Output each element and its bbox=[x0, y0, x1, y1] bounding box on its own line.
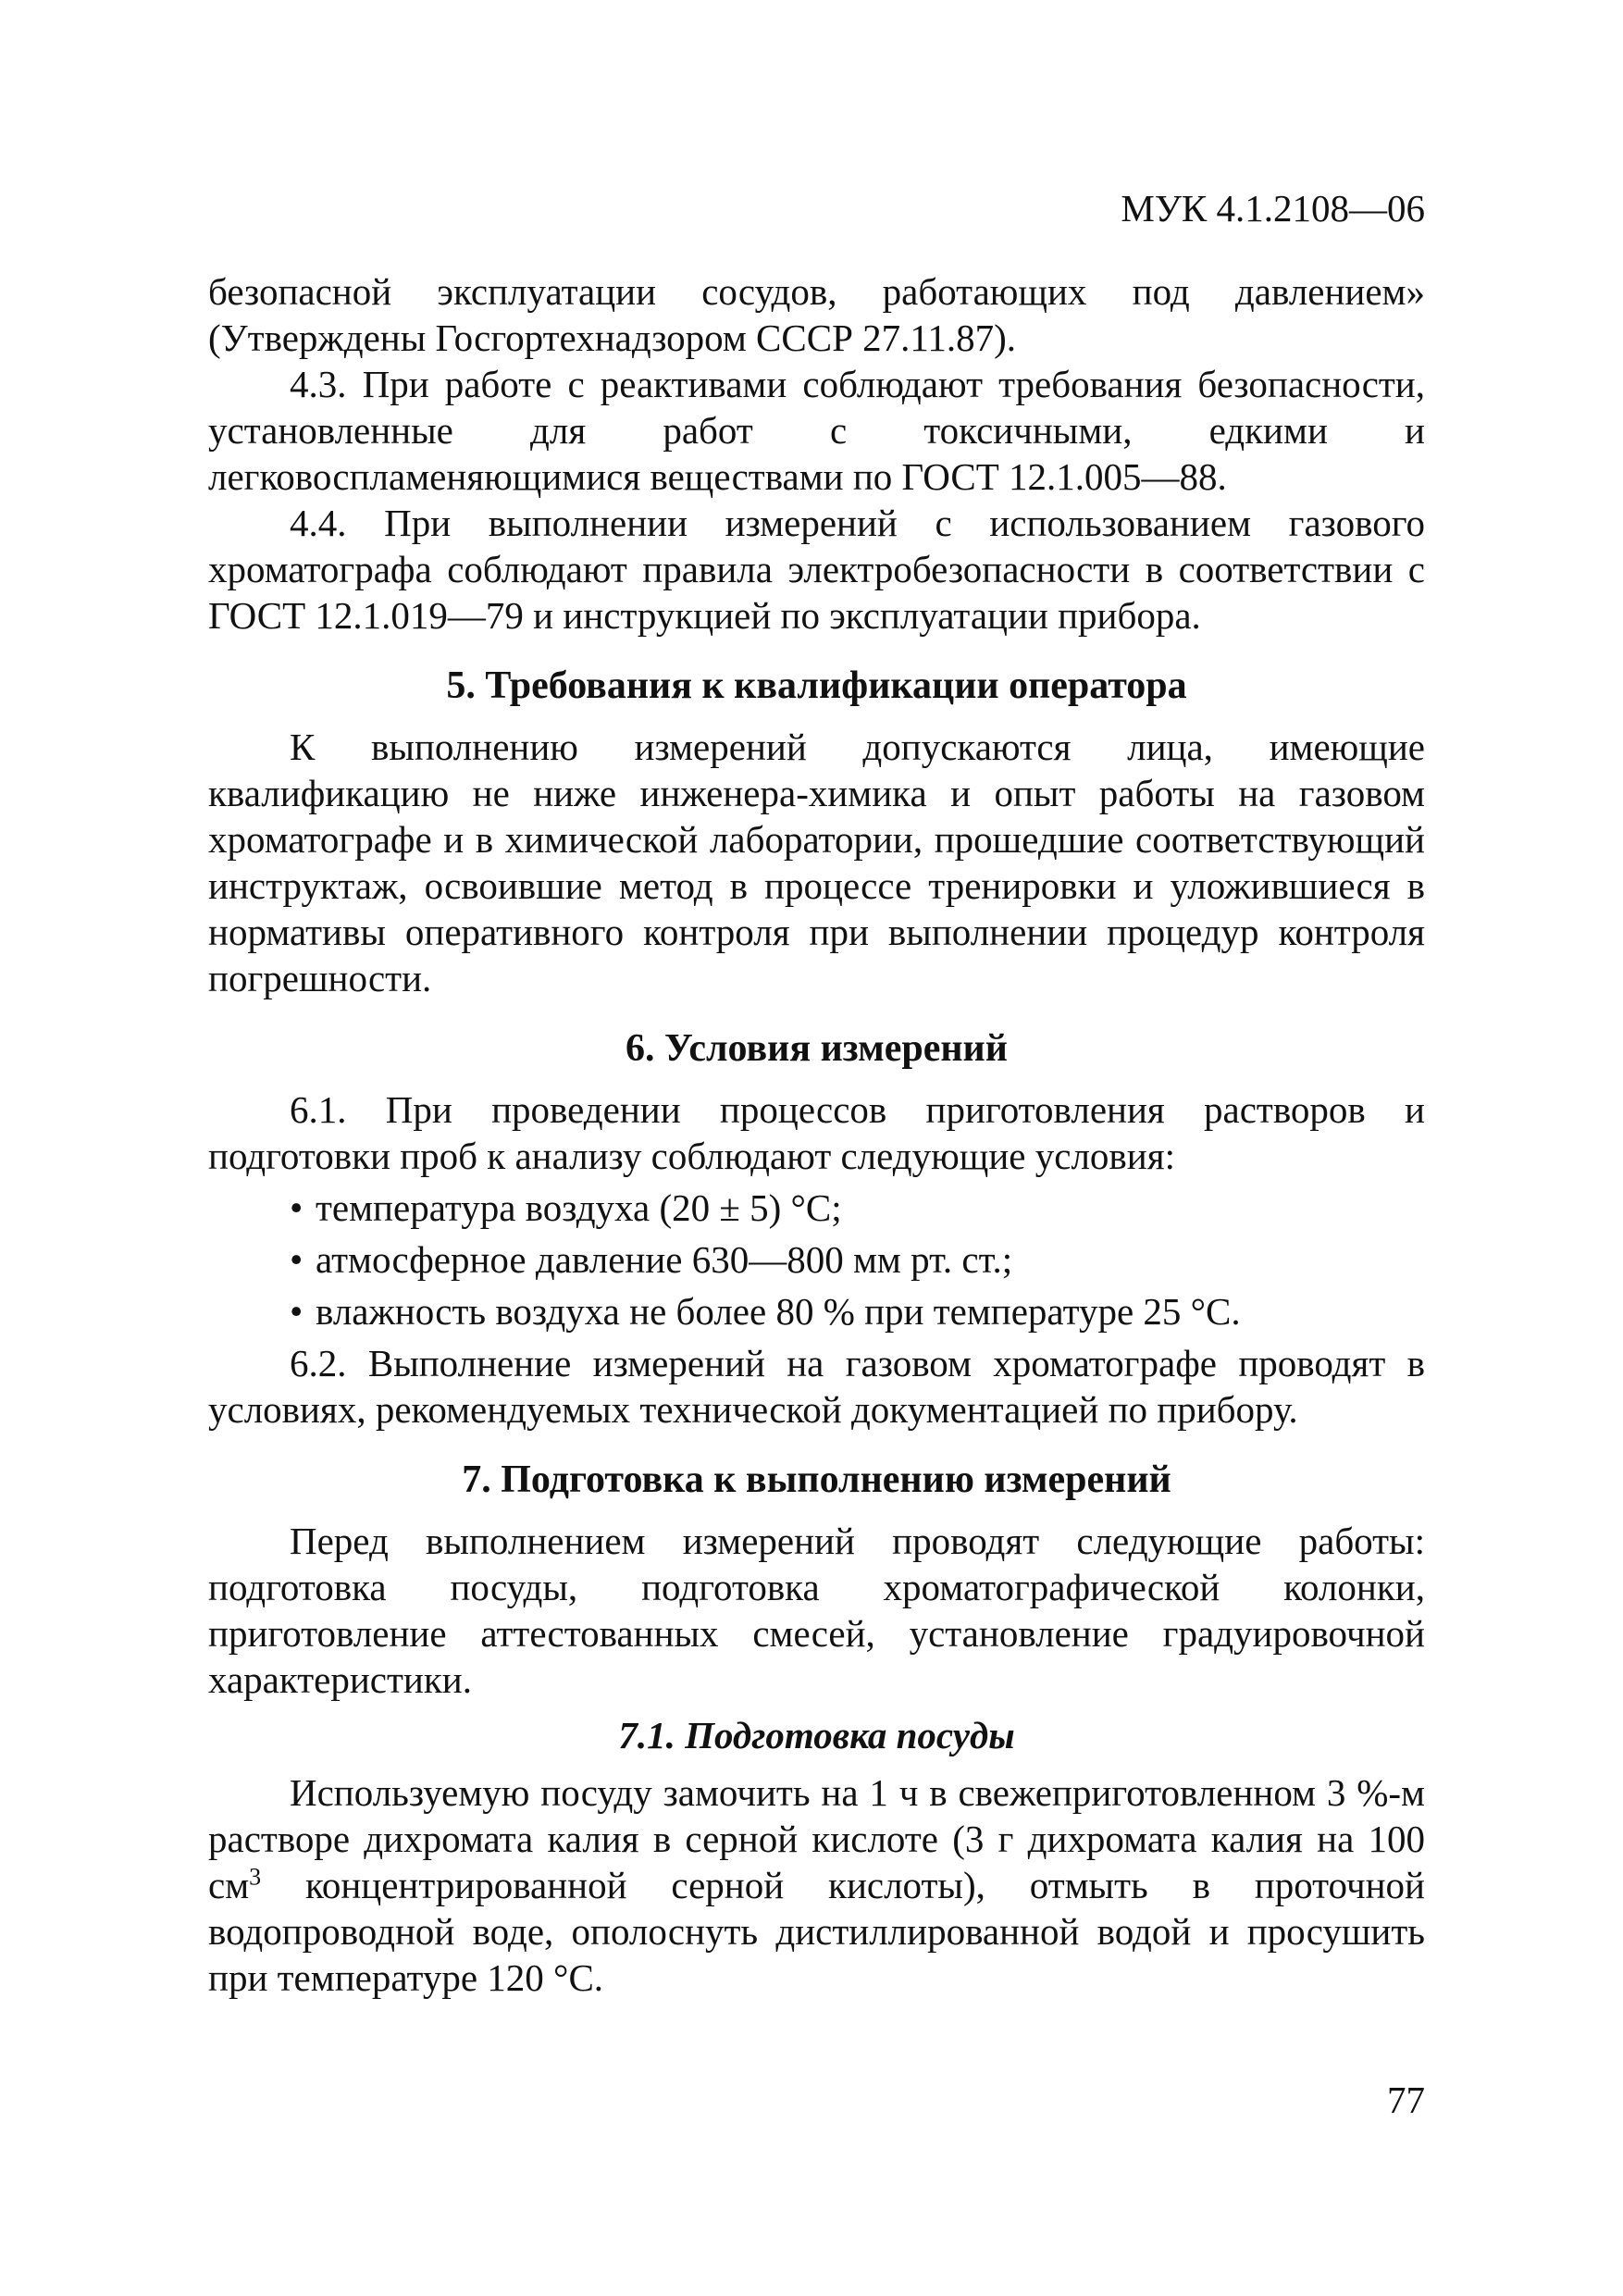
bullet-icon: • bbox=[290, 1238, 304, 1281]
superscript-cubic: 3 bbox=[249, 1863, 262, 1891]
list-item-text: атмосферное давление 630—800 мм рт. ст.; bbox=[316, 1238, 1013, 1281]
subsection-7-1-text-part1: Используемую посуду замочить на 1 ч в свежеприготовленном 3 %-м растворе дихромата калия в серной кислоте (3 г дихромата калия на 100 см bbox=[208, 1771, 1425, 1906]
list-item-text: температура воздуха (20 ± 5) °С; bbox=[316, 1186, 842, 1229]
section-6-title: 6. Условия измерений bbox=[626, 1027, 1008, 1070]
document-page bbox=[208, 185, 1425, 2001]
paragraph-6-1: 6.1. При проведении процессов приготовления растворов и подготовки проб к анализу соблюдают следующие условия: bbox=[208, 1088, 1425, 1177]
subsection-7-1-text-part2: концентрированной серной кислоты), отмыть в проточной водопроводной воде, ополоснуть дистиллированной водой и просушить при температуре 120 °С. bbox=[208, 1864, 1425, 1999]
list-item bbox=[290, 1185, 1425, 1231]
paragraph-6-2: 6.2. Выполнение измерений на газовом хроматографе проводят в условиях, рекомендуемых технической документацией по прибору. bbox=[208, 1342, 1425, 1431]
section-5-title: 5. Требования к квалификации оператора bbox=[446, 664, 1187, 707]
document-code-header: МУК 4.1.2108—06 bbox=[1121, 187, 1425, 230]
subsection-7-1-paragraph bbox=[208, 1769, 1425, 2001]
page-number: 77 bbox=[1387, 2079, 1425, 2121]
subsection-7-1-title: 7.1. Подготовка посуды bbox=[618, 1714, 1015, 1756]
section-7-paragraph: Перед выполнением измерений проводят следующие работы: подготовка посуды, подготовка хроматографической колонки, приготовление аттестованных смесей, установление градуировочной характеристики. bbox=[208, 1520, 1425, 1701]
section-5-paragraph: К выполнению измерений допускаются лица, имеющие квалификацию не ниже инженера-химика и опыт работы на газовом хроматографе и в химической лаборатории, прошедшие соответствующий инструктаж, освоившие метод в процессе тренировки и уложившиеся в нормативы оперативного контроля при выполнении процедур контроля погрешности. bbox=[208, 726, 1425, 999]
list-item-text: влажность воздуха не более 80 % при температуре 25 °С. bbox=[316, 1290, 1241, 1333]
list-item bbox=[290, 1288, 1425, 1334]
section-7-title: 7. Подготовка к выполнению измерений bbox=[462, 1458, 1171, 1501]
bullet-icon: • bbox=[290, 1186, 304, 1229]
paragraph-4-4: 4.4. При выполнении измерений с использованием газового хроматографа соблюдают правила электробезопасности в соответствии с ГОСТ 12.1.019—79 и инструкцией по эксплуатации прибора. bbox=[208, 502, 1425, 637]
paragraph-continuation: безопасной эксплуатации сосудов, работающих под давлением» (Утверждены Госгортехнадзором СССР 27.11.87). bbox=[208, 270, 1425, 359]
paragraph-4-3: 4.3. При работе с реактивами соблюдают требования безопасности, установленные для работ с токсичными, едкими и легковоспламеняющимися веществами по ГОСТ 12.1.005—88. bbox=[208, 363, 1425, 498]
list-item bbox=[290, 1236, 1425, 1283]
bullet-icon: • bbox=[290, 1290, 304, 1333]
